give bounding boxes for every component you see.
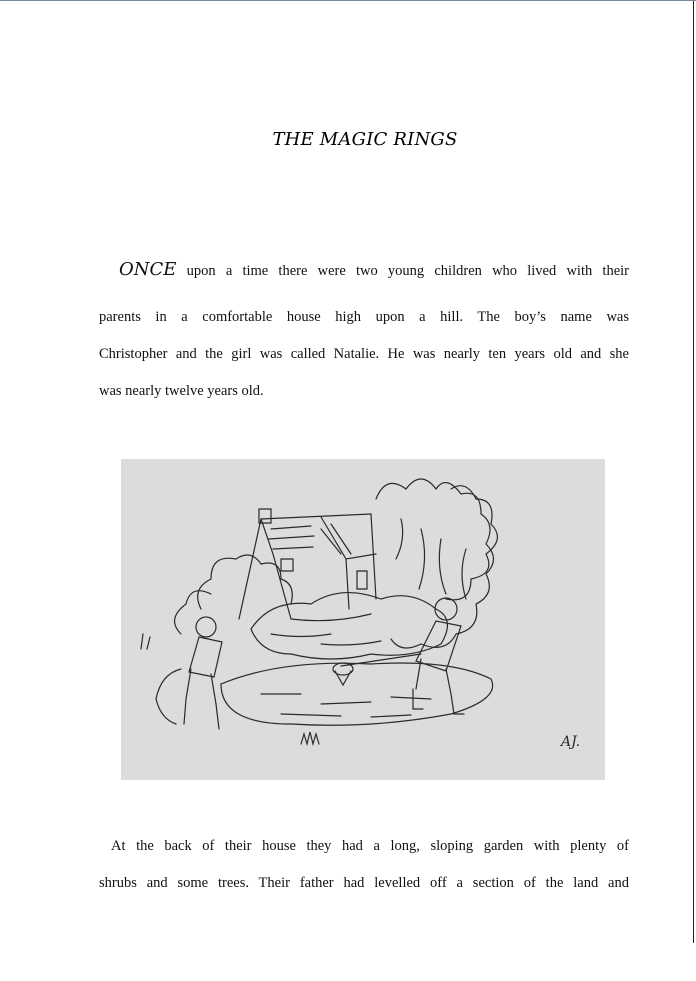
paragraph-1-line-1-text: upon a time there were two young children who lived with their	[176, 263, 629, 279]
paragraph-2-line-1: At the back of their house they had a long, sloping garden with plenty of	[111, 838, 629, 854]
opening-word: ONCE	[119, 259, 177, 280]
artist-signature: AJ.	[561, 734, 581, 750]
story-title: THE MAGIC RINGS	[272, 129, 458, 150]
pen-sketch-illustration	[121, 459, 605, 780]
paragraph-1-line-4: was nearly twelve years old.	[99, 383, 264, 399]
paragraph-1-line-1	[99, 259, 629, 280]
paragraph-1-line-3: Christopher and the girl was called Natalie. He was nearly ten years old and she	[99, 346, 629, 362]
sketch-drawing	[121, 459, 605, 780]
paragraph-2-line-2: shrubs and some trees. Their father had levelled off a section of the land and	[99, 875, 629, 891]
paragraph-1-line-2: parents in a comfortable house high upon a hill. The boy’s name was	[99, 309, 629, 325]
